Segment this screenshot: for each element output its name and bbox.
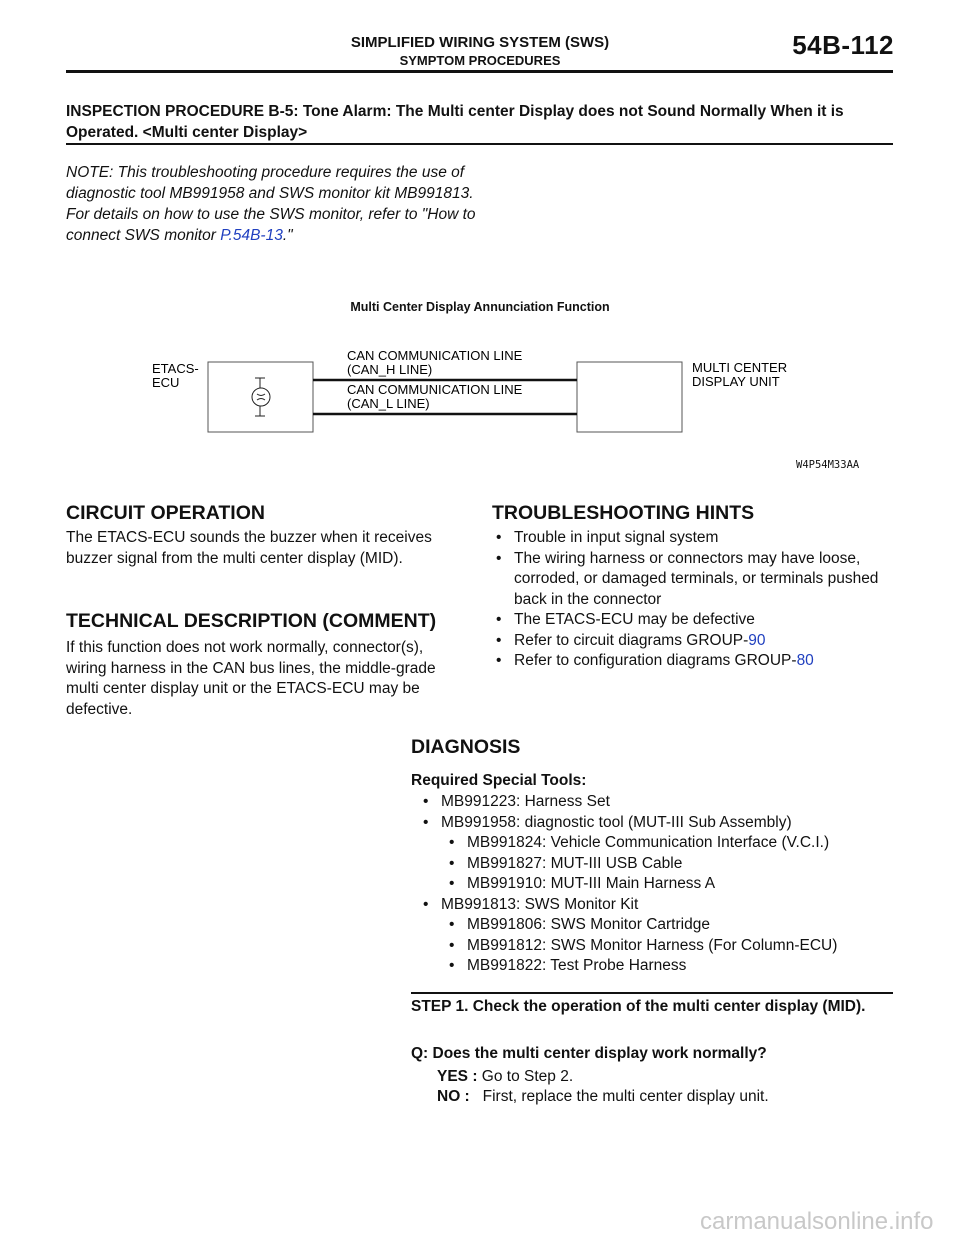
group-90-link[interactable]: 90 bbox=[748, 631, 766, 649]
hint-item: • The wiring harness or connectors may have loose, corroded, or damaged terminals, or terminals pushed back in the connector bbox=[492, 549, 894, 611]
step1-yes bbox=[437, 1067, 573, 1088]
hint-item: • The ETACS-ECU may be defective bbox=[492, 610, 894, 631]
note-text: NOTE: This troubleshooting procedure requires the use of diagnostic tool MB991958 and SWS monitor kit MB991813. For details on how to use the SWS monitor, refer to "How to connect SWS monitor bbox=[66, 164, 476, 244]
hint-item: • Trouble in input signal system bbox=[492, 528, 894, 549]
can-l-label-1: CAN COMMUNICATION LINE bbox=[347, 382, 523, 397]
can-h-label-2: (CAN_H LINE) bbox=[347, 362, 433, 377]
etacs-ecu-label-2: ECU bbox=[152, 375, 180, 390]
tool-item: • MB991223: Harness Set bbox=[419, 792, 893, 813]
step-rule bbox=[411, 992, 893, 994]
hint-item bbox=[492, 651, 894, 672]
diagram-title: Multi Center Display Annunciation Function bbox=[350, 300, 610, 314]
no-label: NO : bbox=[437, 1088, 470, 1105]
troubleshooting-hints-list bbox=[492, 528, 894, 672]
diagram-code: W4P54M33AA bbox=[796, 459, 860, 471]
diagnosis-heading: DIAGNOSIS bbox=[411, 736, 521, 758]
wiring-diagram bbox=[0, 0, 960, 480]
mcd-label-1: MULTI CENTER bbox=[692, 360, 788, 375]
section-title: SIMPLIFIED WIRING SYSTEM (SWS) bbox=[350, 34, 610, 51]
circuit-operation-heading: CIRCUIT OPERATION bbox=[66, 502, 265, 524]
tool-subitem: • MB991910: MUT-III Main Harness A bbox=[445, 874, 893, 895]
etacs-ecu-label-1: ETACS- bbox=[152, 361, 199, 376]
hint-item-text: Refer to circuit diagrams GROUP- bbox=[514, 631, 749, 649]
procedure-title: INSPECTION PROCEDURE B-5: Tone Alarm: The Multi center Display does not Sound Normally When it is Operated. <Multi center Display> bbox=[66, 103, 844, 141]
etacs-ecu-box bbox=[208, 362, 313, 432]
tools-label: Required Special Tools: bbox=[411, 772, 587, 789]
tool-subitem: • MB991812: SWS Monitor Harness (For Column-ECU) bbox=[445, 936, 893, 957]
troubleshooting-hints-heading: TROUBLESHOOTING HINTS bbox=[492, 502, 755, 524]
tool-item: • MB991813: SWS Monitor Kit bbox=[419, 895, 893, 916]
yes-text: Go to Step 2. bbox=[481, 1068, 574, 1085]
circuit-operation-text: The ETACS-ECU sounds the buzzer when it receives buzzer signal from the multi center display (MID). bbox=[66, 529, 432, 567]
buzzer-icon bbox=[252, 378, 270, 416]
page-number: 54B-112 bbox=[792, 30, 894, 60]
tool-subitem: • MB991806: SWS Monitor Cartridge bbox=[445, 915, 893, 936]
tool-item: • MB991958: diagnostic tool (MUT-III Sub Assembly) bbox=[419, 813, 893, 834]
step1-title: STEP 1. Check the operation of the multi center display (MID). bbox=[411, 998, 866, 1015]
note-end: ." bbox=[282, 227, 293, 244]
can-l-label-2: (CAN_L LINE) bbox=[347, 396, 430, 411]
can-h-label-1: CAN COMMUNICATION LINE bbox=[347, 348, 523, 363]
mcd-label-2: DISPLAY UNIT bbox=[692, 374, 780, 389]
hint-item bbox=[492, 631, 894, 652]
tool-subitem: • MB991824: Vehicle Communication Interface (V.C.I.) bbox=[445, 833, 893, 854]
multi-center-display-box bbox=[577, 362, 682, 432]
technical-description-text: If this function does not work normally, connector(s), wiring harness in the CAN bus lines, the middle-grade multi center display unit or the ETACS-ECU may be defective. bbox=[66, 639, 436, 718]
no-text: First, replace the multi center display unit. bbox=[482, 1088, 769, 1105]
watermark: carmanualsonline.info bbox=[700, 1208, 934, 1235]
note-link[interactable]: P.54B-13 bbox=[220, 227, 283, 244]
hint-item-text: Refer to configuration diagrams GROUP- bbox=[514, 652, 797, 669]
section-subtitle: SYMPTOM PROCEDURES bbox=[399, 53, 561, 68]
tool-subitem: • MB991827: MUT-III USB Cable bbox=[445, 854, 893, 875]
technical-description-heading: TECHNICAL DESCRIPTION (COMMENT) bbox=[66, 610, 437, 632]
step1-question: Q: Does the multi center display work normally? bbox=[411, 1045, 767, 1062]
yes-label: YES : bbox=[437, 1068, 478, 1085]
tool-subitem: • MB991822: Test Probe Harness bbox=[445, 956, 893, 977]
group-80-link[interactable]: 80 bbox=[796, 652, 814, 669]
tools-list bbox=[411, 792, 893, 977]
step1-no bbox=[437, 1087, 769, 1108]
